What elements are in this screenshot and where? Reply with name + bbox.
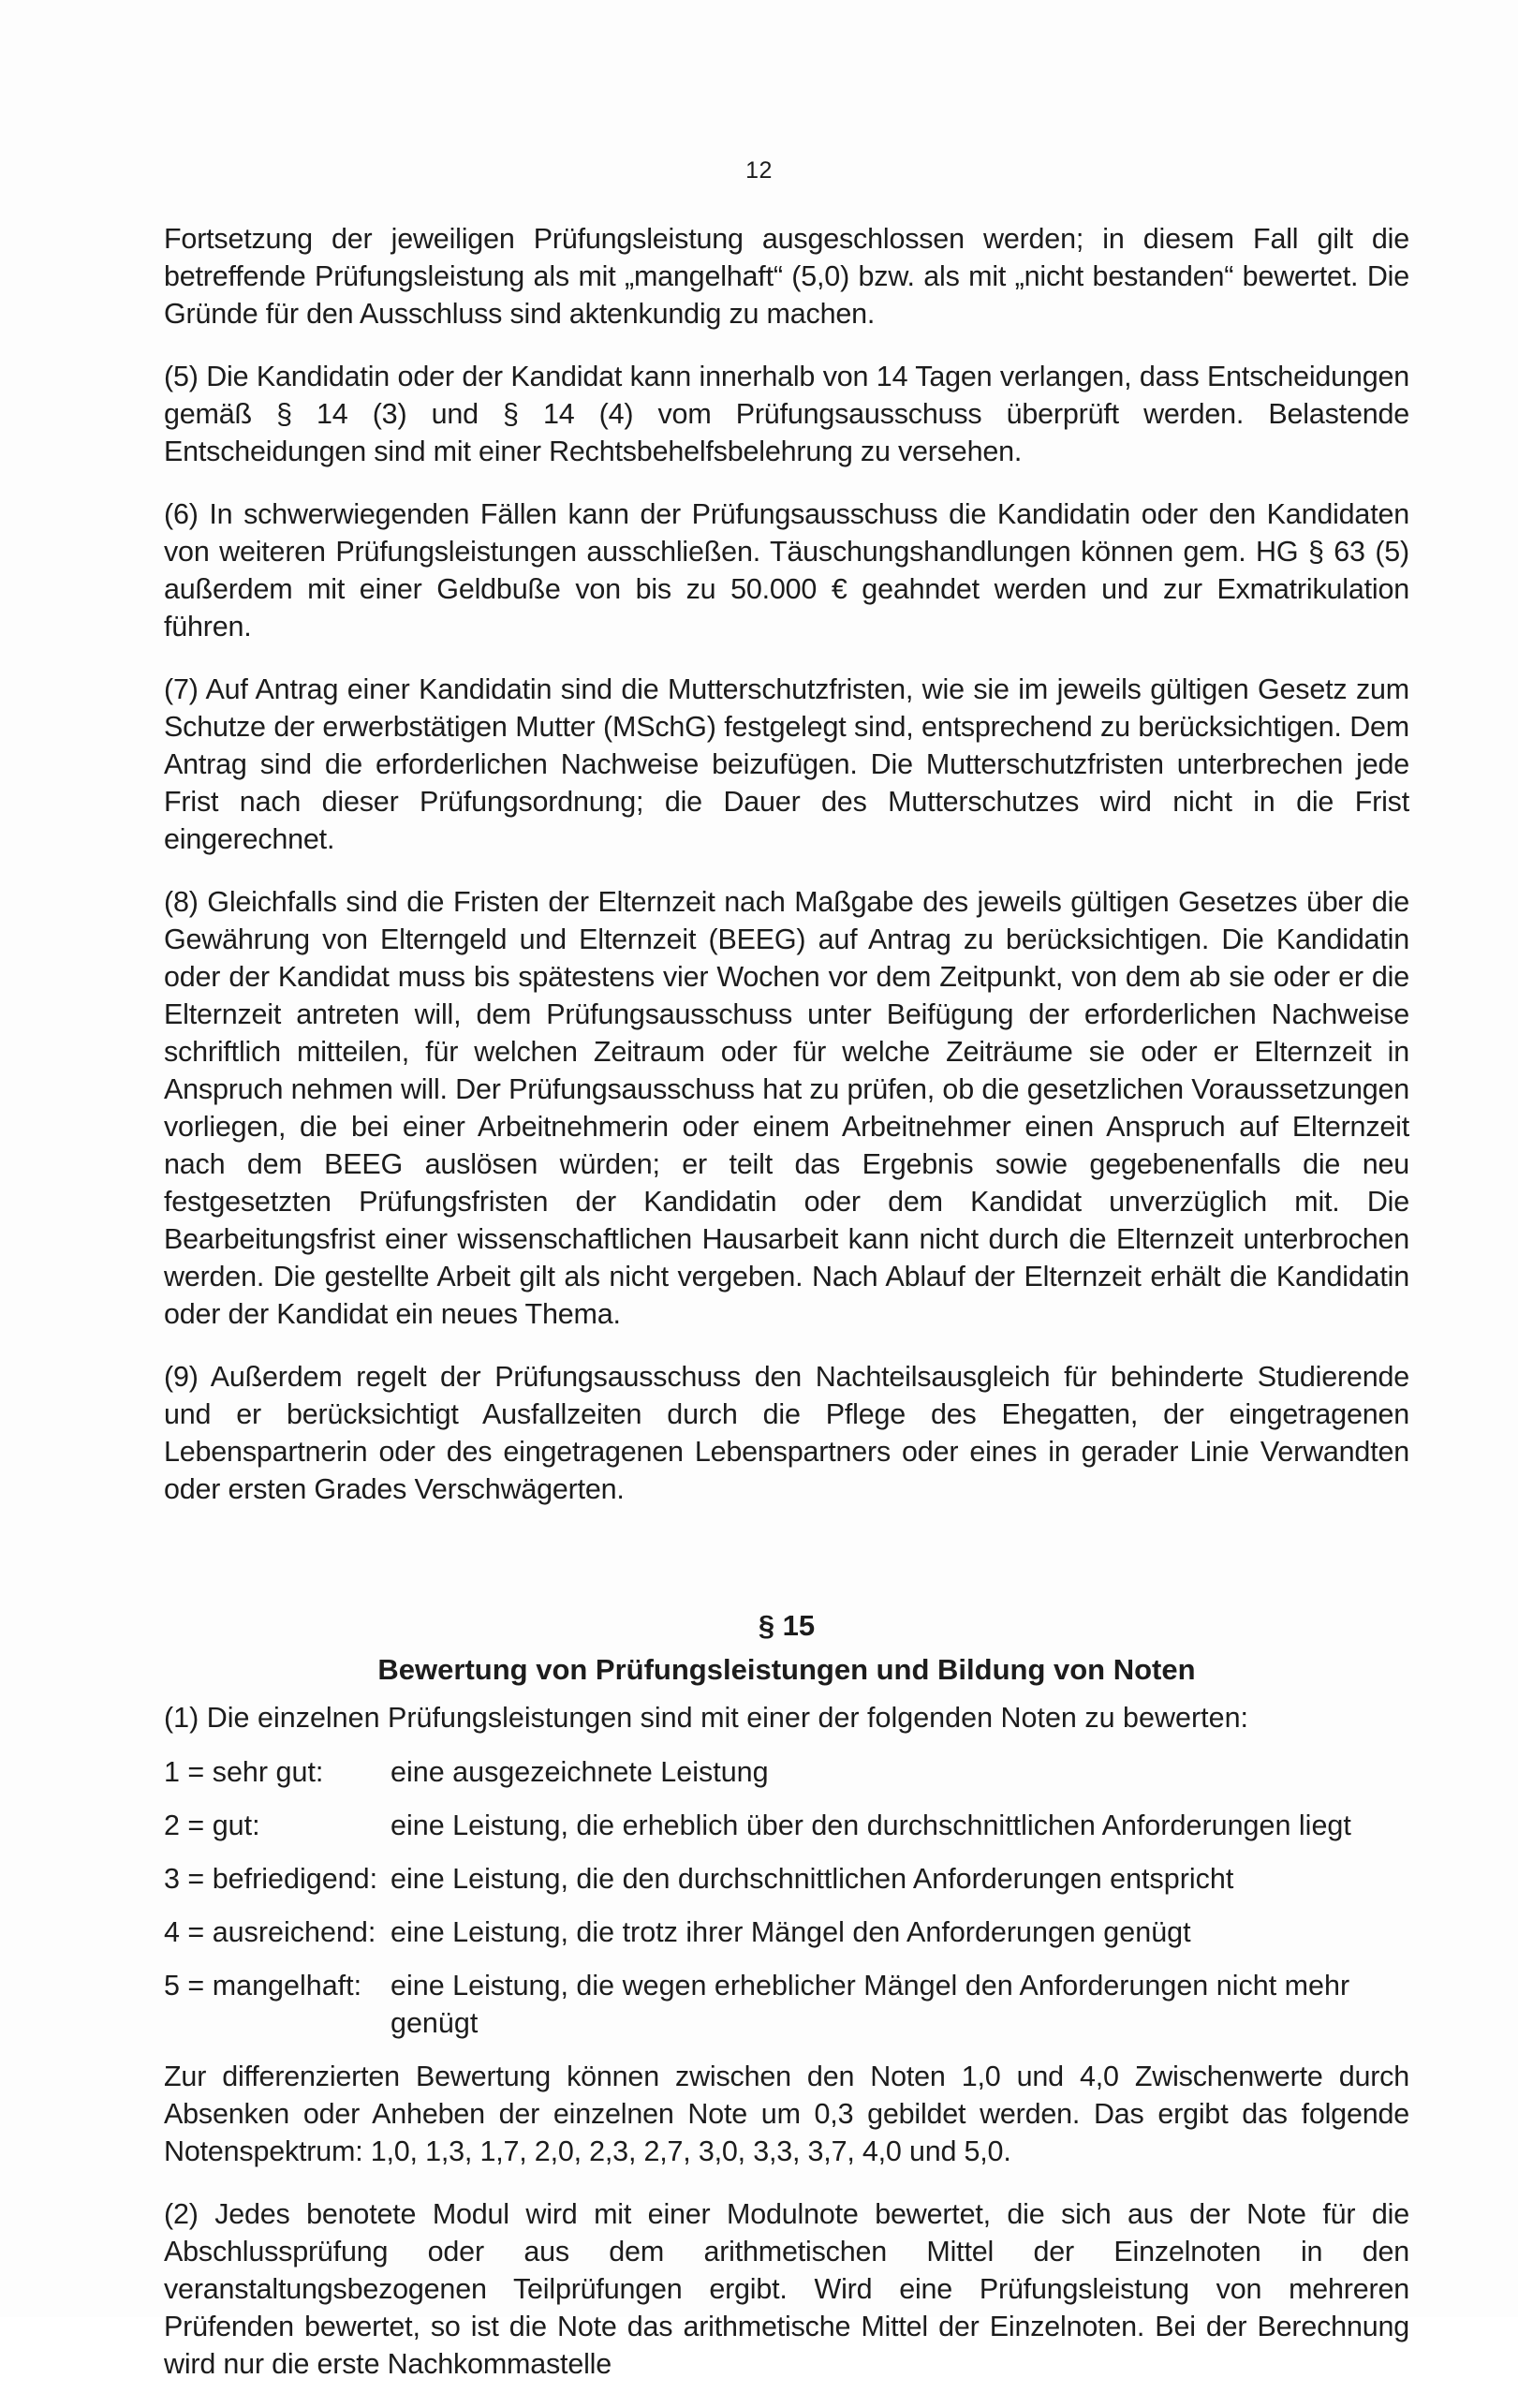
grade-description: eine Leistung, die wegen erheblicher Mängel den Anforderungen nicht mehr genügt [391,1970,1350,2039]
grade-row [164,1807,1409,1844]
grade-description: eine Leistung, die trotz ihrer Mängel den Anforderungen genügt [391,1916,1191,1948]
grade-term: 5 = mangelhaft: [164,1970,362,2002]
page-number: 12 [745,157,773,184]
grade-row [164,1753,1409,1791]
paragraph-grade-spectrum: Zur differenzierten Bewertung können zwischen den Noten 1,0 und 4,0 Zwischenwerte durch Absenken oder Anheben der einzelnen Note um 0,3 gebildet werden. Das ergibt das folgende Notenspektrum: 1,0, 1,3, 1,7, 2,0, 2,3, 2,7, 3,0, 3,3, 3,7, 4,0 und 5,0. [164,2061,1409,2167]
grade-term: 4 = ausreichend: [164,1916,376,1948]
section-title: Bewertung von Prüfungsleistungen und Bildung von Noten [377,1653,1196,1686]
grade-list [164,1753,1409,2042]
paragraph-5: (5) Die Kandidatin oder der Kandidat kann innerhalb von 14 Tagen verlangen, dass Entscheidungen gemäß § 14 (3) und § 14 (4) vom Prüfungsausschuss überprüft werden. Belastende Entscheidungen sind mit einer Rechtsbehelfsbelehrung zu versehen. [164,361,1409,467]
grade-row [164,1913,1409,1951]
grade-term: 3 = befriedigend: [164,1863,378,1895]
grade-row [164,1967,1409,2042]
grade-description: eine ausgezeichnete Leistung [391,1756,769,1788]
grade-row [164,1860,1409,1898]
paragraph-9: (9) Außerdem regelt der Prüfungsausschuss den Nachteilsausgleich für behinderte Studierende und er berücksichtigt Ausfallzeiten durch die Pflege des Ehegatten, der eingetragenen Lebenspartnerin oder des eingetragenen Lebenspartners oder eines in gerader Linie Verwandten oder ersten Grades Verschwägerten. [164,1361,1409,1505]
grade-term: 1 = sehr gut: [164,1756,324,1788]
page-content [164,220,1409,2408]
paragraph-continuation: Fortsetzung der jeweiligen Prüfungsleistung ausgeschlossen werden; in diesem Fall gilt die betreffende Prüfungsleistung als mit „mangelhaft“ (5,0) bzw. als mit „nicht bestanden“ bewertet. Die Gründe für den Ausschluss sind aktenkundig zu machen. [164,223,1409,330]
section-intro: (1) Die einzelnen Prüfungsleistungen sind mit einer der folgenden Noten zu bewerten: [164,1702,1249,1734]
paragraph-8: (8) Gleichfalls sind die Fristen der Elternzeit nach Maßgabe des jeweils gültigen Gesetzes über die Gewährung von Elterngeld und Elternzeit (BEEG) auf Antrag zu berücksichtigen. Die Kandidatin oder der Kandidat muss bis spätestens vier Wochen vor dem Zeitpunkt, von dem ab sie oder er die Elternzeit antreten will, dem Prüfungsausschuss unter Beifügung der erforderlichen Nachweise schriftlich mitteilen, für welchen Zeitraum oder für welche Zeiträume sie oder er Elternzeit in Anspruch nehmen will. Der Prüfungsausschuss hat zu prüfen, ob die gesetzlichen Voraussetzungen vorliegen, die bei einer Arbeitnehmerin oder einem Arbeitnehmer einen Anspruch auf Elternzeit nach dem BEEG auslösen würden; er teilt das Ergebnis sowie gegebenenfalls die neu festgesetzten Prüfungsfristen der Kandidatin oder dem Kandidat unverzüglich mit. Die Bearbeitungsfrist einer wissenschaftlichen Hausarbeit kann nicht durch die Elternzeit unterbrochen werden. Die gestellte Arbeit gilt als nicht vergeben. Nach Ablauf der Elternzeit erhält die Kandidatin oder der Kandidat ein neues Thema. [164,886,1409,1330]
grade-description: eine Leistung, die den durchschnittlichen Anforderungen entspricht [391,1863,1234,1895]
paragraph-2: (2) Jedes benotete Modul wird mit einer Modulnote bewertet, die sich aus der Note für die Abschlussprüfung oder aus dem arithmetischen Mittel der Einzelnoten in den veranstaltungsbezogenen Teilprüfungen ergibt. Wird eine Prüfungsleistung von mehreren Prüfenden bewertet, so ist die Note das arithmetische Mittel der Einzelnoten. Bei der Berechnung wird nur die erste Nachkommastelle [164,2198,1409,2380]
grade-description: eine Leistung, die erheblich über den durchschnittlichen Anforderungen liegt [391,1810,1351,1841]
paragraph-6: (6) In schwerwiegenden Fällen kann der Prüfungsausschuss die Kandidatin oder den Kandidaten von weiteren Prüfungsleistungen ausschließen. Täuschungshandlungen können gem. HG § 63 (5) außerdem mit einer Geldbuße von bis zu 50.000 € geahndet werden und zur Exmatrikulation führen. [164,498,1409,643]
section-number: § 15 [758,1609,816,1642]
paragraph-7: (7) Auf Antrag einer Kandidatin sind die Mutterschutzfristen, wie sie im jeweils gültigen Gesetz zum Schutze der erwerbstätigen Mutter (MSchG) festgelegt sind, entsprechend zu berücksichtigen. Dem Antrag sind die erforderlichen Nachweise beizufügen. Die Mutterschutzfristen unterbrechen jede Frist nach dieser Prüfungsordnung; die Dauer des Mutterschutzes wird nicht in die Frist eingerechnet. [164,673,1409,855]
grade-term: 2 = gut: [164,1810,260,1841]
